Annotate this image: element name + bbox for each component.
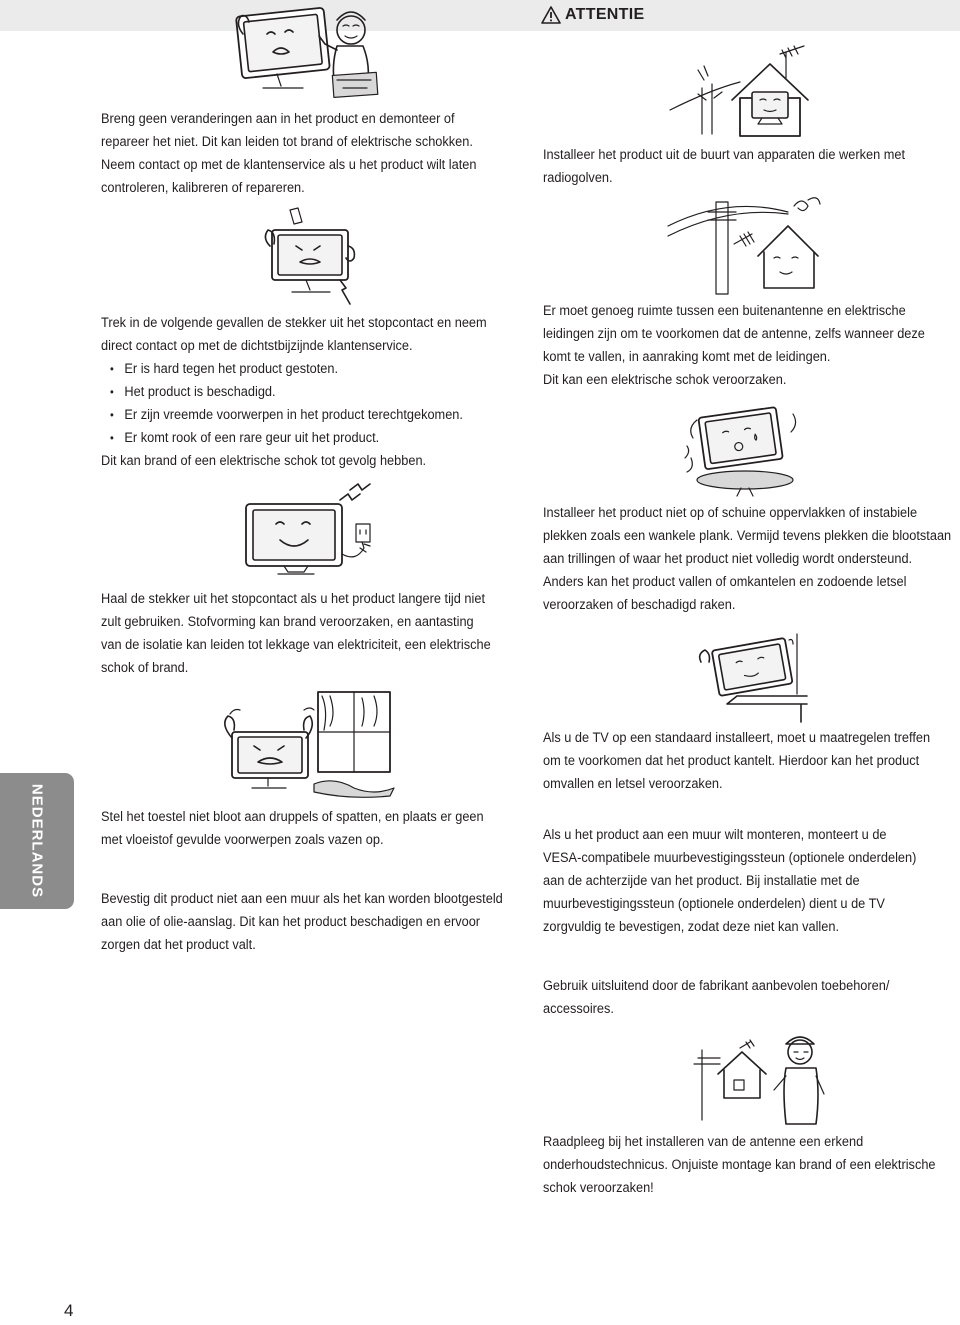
accessories-paragraph xyxy=(543,975,889,1021)
text-line: om te voorkomen dat het product kantelt. Hierdoor kan het product xyxy=(543,753,920,769)
list-item: • Er is hard tegen het product gestoten. xyxy=(101,358,487,381)
text-line: Breng geen veranderingen aan in het product en demonteer of xyxy=(101,111,455,127)
text-line: Bevestig dit product niet aan een muur als het kan worden blootgesteld xyxy=(101,891,503,907)
attention-label: ATTENTIE xyxy=(565,6,645,23)
unplug-long-paragraph xyxy=(101,588,491,680)
text-line: aan trillingen of waar het product niet volledig wordt ondersteund. xyxy=(543,551,913,567)
text-line: zorgvuldig te bevestigen, zodat deze niet kan vallen. xyxy=(543,919,840,935)
illustration-water-exposure xyxy=(218,688,398,798)
technician-paragraph xyxy=(543,1131,936,1200)
text-line: Installeer het product uit de buurt van apparaten die werken met xyxy=(543,147,906,163)
illustration-radio-waves xyxy=(670,40,830,142)
radio-waves-paragraph xyxy=(543,144,905,190)
text-line: schok of brand. xyxy=(101,660,189,676)
unplug-cases-paragraph xyxy=(101,312,487,473)
text-line: Als u het product aan een muur wilt monteren, monteert u de xyxy=(543,827,887,843)
text-line: Er moet genoeg ruimte tussen een buitenantenne en elektrische xyxy=(543,303,906,319)
text-line: veroorzaken of beschadigd raken. xyxy=(543,597,736,613)
illustration-unplugged-tv xyxy=(240,484,380,580)
text-line: Haal de stekker uit het stopcontact als u het product langere tijd niet xyxy=(101,591,486,607)
text-line: accessoires. xyxy=(543,1001,614,1017)
header-bar xyxy=(0,0,960,31)
text-line: Dit kan een elektrische schok veroorzaken. xyxy=(543,372,787,388)
text-line: onderhoudstechnicus. Onjuiste montage kan brand of een elektrische xyxy=(543,1157,936,1173)
text-line: aan olie of olie-aanslag. Dit kan het product beschadigen en ervoor xyxy=(101,914,481,930)
text-line: Raadpleeg bij het installeren van de antenne een erkend xyxy=(543,1134,864,1150)
text-line: radiogolven. xyxy=(543,170,613,186)
illustration-tv-on-shelf xyxy=(697,626,807,722)
list-item: • Het product is beschadigd. xyxy=(101,381,487,404)
text-line: komt te vallen, in aanraking komt met de leidingen. xyxy=(543,349,831,365)
text-line: VESA-compatibele muurbevestigingssteun (optionele onderdelen) xyxy=(543,850,917,866)
wall-mount-paragraph xyxy=(543,824,916,939)
text-line: schok veroorzaken! xyxy=(543,1180,654,1196)
text-line: Dit kan brand of een elektrische schok tot gevolg hebben. xyxy=(101,453,427,469)
list-item: • Er zijn vreemde voorwerpen in het product terechtgekomen. xyxy=(101,404,487,427)
text-line: Als u de TV op een standaard installeert, moet u maatregelen treffen xyxy=(543,730,931,746)
language-label: NEDERLANDS xyxy=(28,783,46,899)
illustration-antenna-technician xyxy=(690,1030,840,1130)
list-item: • Er komt rook of een rare geur uit het product. xyxy=(101,427,487,450)
text-line: omvallen en letsel veroorzaken. xyxy=(543,776,723,792)
attention-heading xyxy=(541,4,644,26)
text-line: plekken zoals een wankele plank. Vermijd tevens plekken die blootstaan xyxy=(543,528,952,544)
page-number: 4 xyxy=(64,1301,74,1320)
text-line: Gebruik uitsluitend door de fabrikant aanbevolen toebehoren/ xyxy=(543,978,890,994)
antenna-distance-paragraph xyxy=(543,300,925,392)
text-line: Stel het toestel niet bloot aan druppels of spatten, en plaats er geen xyxy=(101,809,484,825)
text-line: leidingen zijn om te voorkomen dat de antenne, zelfs wanneer deze xyxy=(543,326,925,342)
text-line: van de isolatie kan leiden tot lekkage van elektriciteit, een elektrische xyxy=(101,637,491,653)
text-line: zult gebruiken. Stofvorming kan brand veroorzaken, en aantasting xyxy=(101,614,474,630)
oil-exposure-paragraph xyxy=(101,888,503,957)
illustration-antenna-powerline xyxy=(668,196,836,296)
text-line: muurbevestigingssteun (optionele onderdelen) dient u de TV xyxy=(543,896,885,912)
illustration-no-repair xyxy=(233,4,393,104)
illustration-damaged-tv xyxy=(262,206,362,304)
text-line: Installeer het product niet op of schuine oppervlakken of instabiele xyxy=(543,505,918,521)
text-line: controleren, kalibreren of repareren. xyxy=(101,180,305,196)
text-line: met vloeistof gevulde voorwerpen zoals vazen op. xyxy=(101,832,384,848)
text-line: direct contact op met de dichtstbijzijnde klantenservice. xyxy=(101,338,413,354)
text-line: aan de achterzijde van het product. Bij installatie met de xyxy=(543,873,860,889)
warning-triangle-icon xyxy=(541,6,561,24)
text-line: zorgen dat het product valt. xyxy=(101,937,256,953)
language-side-tab xyxy=(0,773,74,909)
text-line: repareer het niet. Dit kan leiden tot brand of elektrische schokken. xyxy=(101,134,473,150)
no-modify-paragraph xyxy=(101,108,476,200)
illustration-unstable-tv xyxy=(683,398,803,498)
unstable-surface-paragraph xyxy=(543,502,951,617)
unplug-cases-list xyxy=(101,358,487,450)
stand-tip-paragraph xyxy=(543,727,930,796)
text-line: Neem contact op met de klantenservice als u het product wilt laten xyxy=(101,157,477,173)
liquids-paragraph xyxy=(101,806,484,852)
text-line: Trek in de volgende gevallen de stekker uit het stopcontact en neem xyxy=(101,315,487,331)
text-line: Anders kan het product vallen of omkantelen en zodoende letsel xyxy=(543,574,907,590)
